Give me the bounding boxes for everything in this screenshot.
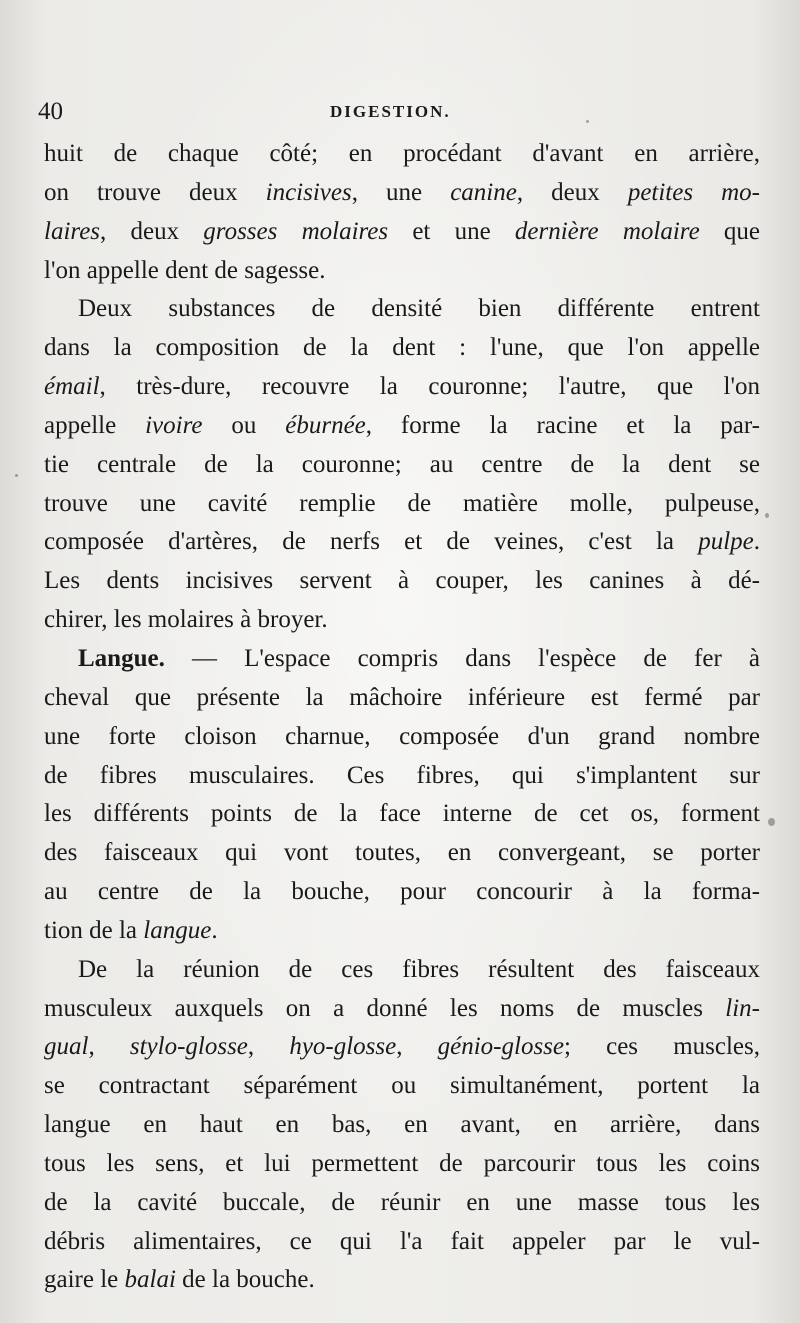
paper-speck: [768, 818, 775, 826]
section-heading: Langue.: [78, 644, 165, 672]
text-line: gaire le balai de la bouche.: [44, 1266, 315, 1294]
paper-speck: [586, 120, 589, 123]
text-line: des faisceaux qui vont toutes, en convergeant, se porter: [44, 839, 760, 867]
page-number: 40: [38, 98, 63, 125]
paper-speck: [765, 513, 769, 518]
text-line: cheval que présente la mâchoire inférieure est fermé par: [44, 683, 760, 711]
text-line: de fibres musculaires. Ces fibres, qui s'implantent sur: [44, 761, 760, 789]
text-line: émail, très-dure, recouvre la couronne; l'autre, que l'on: [44, 373, 760, 401]
text-line: Langue. — L'espace compris dans l'espèce de fer à: [78, 644, 760, 672]
text-line: composée d'artères, de nerfs et de veines, c'est la pulpe.: [44, 528, 760, 556]
body-text: [44, 135, 760, 1300]
text-line: une forte cloison charnue, composée d'un grand nombre: [44, 722, 760, 750]
text-line: au centre de la bouche, pour concourir à la forma-: [44, 878, 760, 906]
text-line: Deux substances de densité bien différente entrent: [78, 295, 760, 323]
text-line: trouve une cavité remplie de matière molle, pulpeuse,: [44, 489, 760, 517]
text-line: chirer, les molaires à broyer.: [44, 606, 328, 634]
text-line: de la cavité buccale, de réunir en une masse tous les: [44, 1188, 760, 1216]
page-header: [38, 97, 760, 127]
running-head: DIGESTION.: [330, 102, 451, 121]
paper-speck: [15, 474, 18, 477]
text-line: gual, stylo-glosse, hyo-glosse, génio-glosse; ces muscles,: [44, 1033, 760, 1061]
text-line: De la réunion de ces fibres résultent des faisceaux: [78, 955, 760, 983]
text-line: Les dents incisives servent à couper, les canines à dé-: [44, 567, 760, 595]
text-line: appelle ivoire ou éburnée, forme la racine et la par-: [44, 411, 760, 439]
text-line: débris alimentaires, ce qui l'a fait appeler par le vul-: [44, 1227, 760, 1255]
text-line: huit de chaque côté; en procédant d'avant en arrière,: [44, 140, 760, 167]
text-line: l'on appelle dent de sagesse.: [44, 256, 326, 284]
text-line: dans la composition de la dent : l'une, que l'on appelle: [44, 334, 760, 362]
text-line: tion de la langue.: [44, 916, 218, 944]
text-line: tous les sens, et lui permettent de parcourir tous les coins: [44, 1149, 760, 1177]
text-line: musculeux auxquels on a donné les noms de muscles lin-: [44, 994, 760, 1022]
text-line: tie centrale de la couronne; au centre de la dent se: [44, 450, 760, 478]
text-line: langue en haut en bas, en avant, en arrière, dans: [44, 1111, 760, 1139]
text-line: on trouve deux incisives, une canine, deux petites mo-: [44, 178, 760, 206]
text-line: se contractant séparément ou simultanément, portent la: [44, 1072, 760, 1100]
text-line: laires, deux grosses molaires et une dernière molaire que: [44, 217, 760, 245]
text-line: les différents points de la face interne de cet os, forment: [44, 800, 760, 828]
